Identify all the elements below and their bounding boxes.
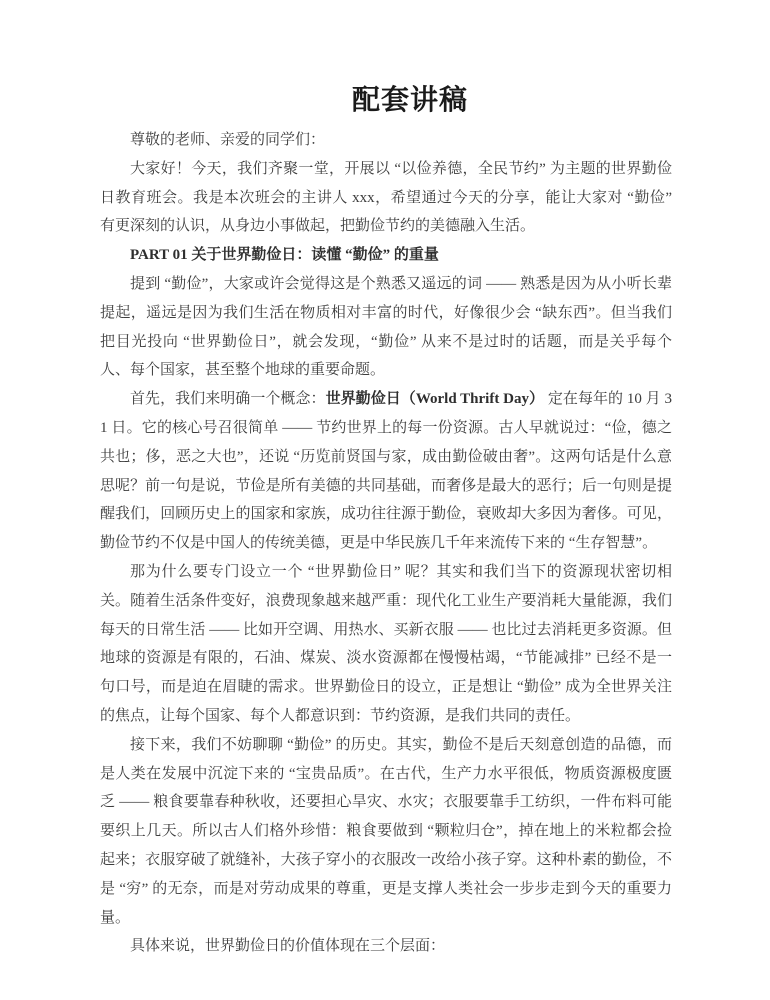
document-title: 配套讲稿 (351, 85, 468, 116)
section-heading (100, 241, 672, 270)
body-paragraph (100, 731, 672, 933)
text-run: 接下来，我们不妨聊聊 “勤俭” 的历史。其实，勤俭不是后天刻意创造的品德，而是人类在发展中沉淀下来的 “宝贵品质”。在古代，生产力水平很低，物质资源极度匮乏 —— 粮食要靠春种秋收，还要担心旱灾、水灾；衣服要靠手工纺织，一件布料可能要织上几天。所以古人们格外珍惜：粮食要做到 “颗粒归仓”，掉在地上的米粒都会捡起来；衣服穿破了就缝补，大孩子穿小的衣服改一改给小孩子穿。这种朴素的勤俭，不是 “穷” 的无奈，而是对劳动成果的尊重，更是支撑人类社会一步步走到今天的重要力量。 (100, 736, 672, 926)
text-run: 具体来说，世界勤俭日的价值体现在三个层面： (130, 938, 446, 955)
text-run: 那为什么要专门设立一个 “世界勤俭日” 呢？其实和我们当下的资源现状密切相关。随着生活条件变好，浪费现象越来越严重：现代化工业生产要消耗大量能源，我们每天的日常生活 —— 比如开空调、用热水、买新衣服 —— 也比过去消耗更多资源。但地球的资源是有限的，石油、煤炭、淡水资源都在慢慢枯竭，“节能减排” 已经不是一句口号，而是迫在眉睫的需求。世界勤俭日的设立，正是想让 “勤俭” 成为全世界关注的焦点，让每个国家、每个人都意识到：节约资源，是我们共同的责任。 (100, 563, 672, 724)
bold-text-run: PART 01 关于世界勤俭日：读懂 “勤俭” 的重量 (130, 247, 439, 264)
text-run: 首先，我们来明确一个概念： (130, 391, 326, 408)
body-paragraph (100, 932, 672, 961)
text-run: 尊敬的老师、亲爱的同学们： (130, 132, 326, 148)
document-body (100, 126, 672, 961)
body-paragraph (100, 558, 672, 731)
body-paragraph (100, 385, 672, 558)
body-paragraph (100, 270, 672, 385)
text-run: 提到 “勤俭”，大家或许会觉得这是个熟悉又遥远的词 —— 熟悉是因为从小听长辈提起，遥远是因为我们生活在物质相对丰富的时代，好像很少会 “缺东西”。但当我们把目光投向 “世界勤俭日”，就会发现，“勤俭” 从来不是过时的话题，而是关乎每个人、每个国家，甚至整个地球的重要命题。 (100, 275, 672, 379)
text-run: 定在每年的 10 月 31 日。它的核心号召很简单 —— 节约世界上的每一份资源。古人早就说过：“俭，德之共也；侈，恶之大也”，还说 “历览前贤国与家，成由勤俭破由奢”。这两句话是什么意思呢？前一句是说，节俭是所有美德的共同基础，而奢侈是最大的恶行；后一句则是提醒我们，回顾历史上的国家和家族，成功往往源于勤俭，衰败却大多因为奢侈。可见，勤俭节约不仅是中国人的传统美德，更是中华民族几千年来流传下来的 “生存智慧”。 (100, 391, 672, 552)
body-paragraph (100, 155, 672, 241)
body-paragraph (100, 126, 672, 155)
text-run: 大家好！今天，我们齐聚一堂，开展以 “以俭养德，全民节约” 为主题的世界勤俭日教育班会。我是本次班会的主讲人 xxx，希望通过今天的分享，能让大家对 “勤俭” 有更深刻的认识，从身边小事做起，把勤俭节约的美德融入生活。 (100, 160, 672, 235)
bold-text-run: 世界勤俭日（World Thrift Day） (325, 391, 545, 408)
